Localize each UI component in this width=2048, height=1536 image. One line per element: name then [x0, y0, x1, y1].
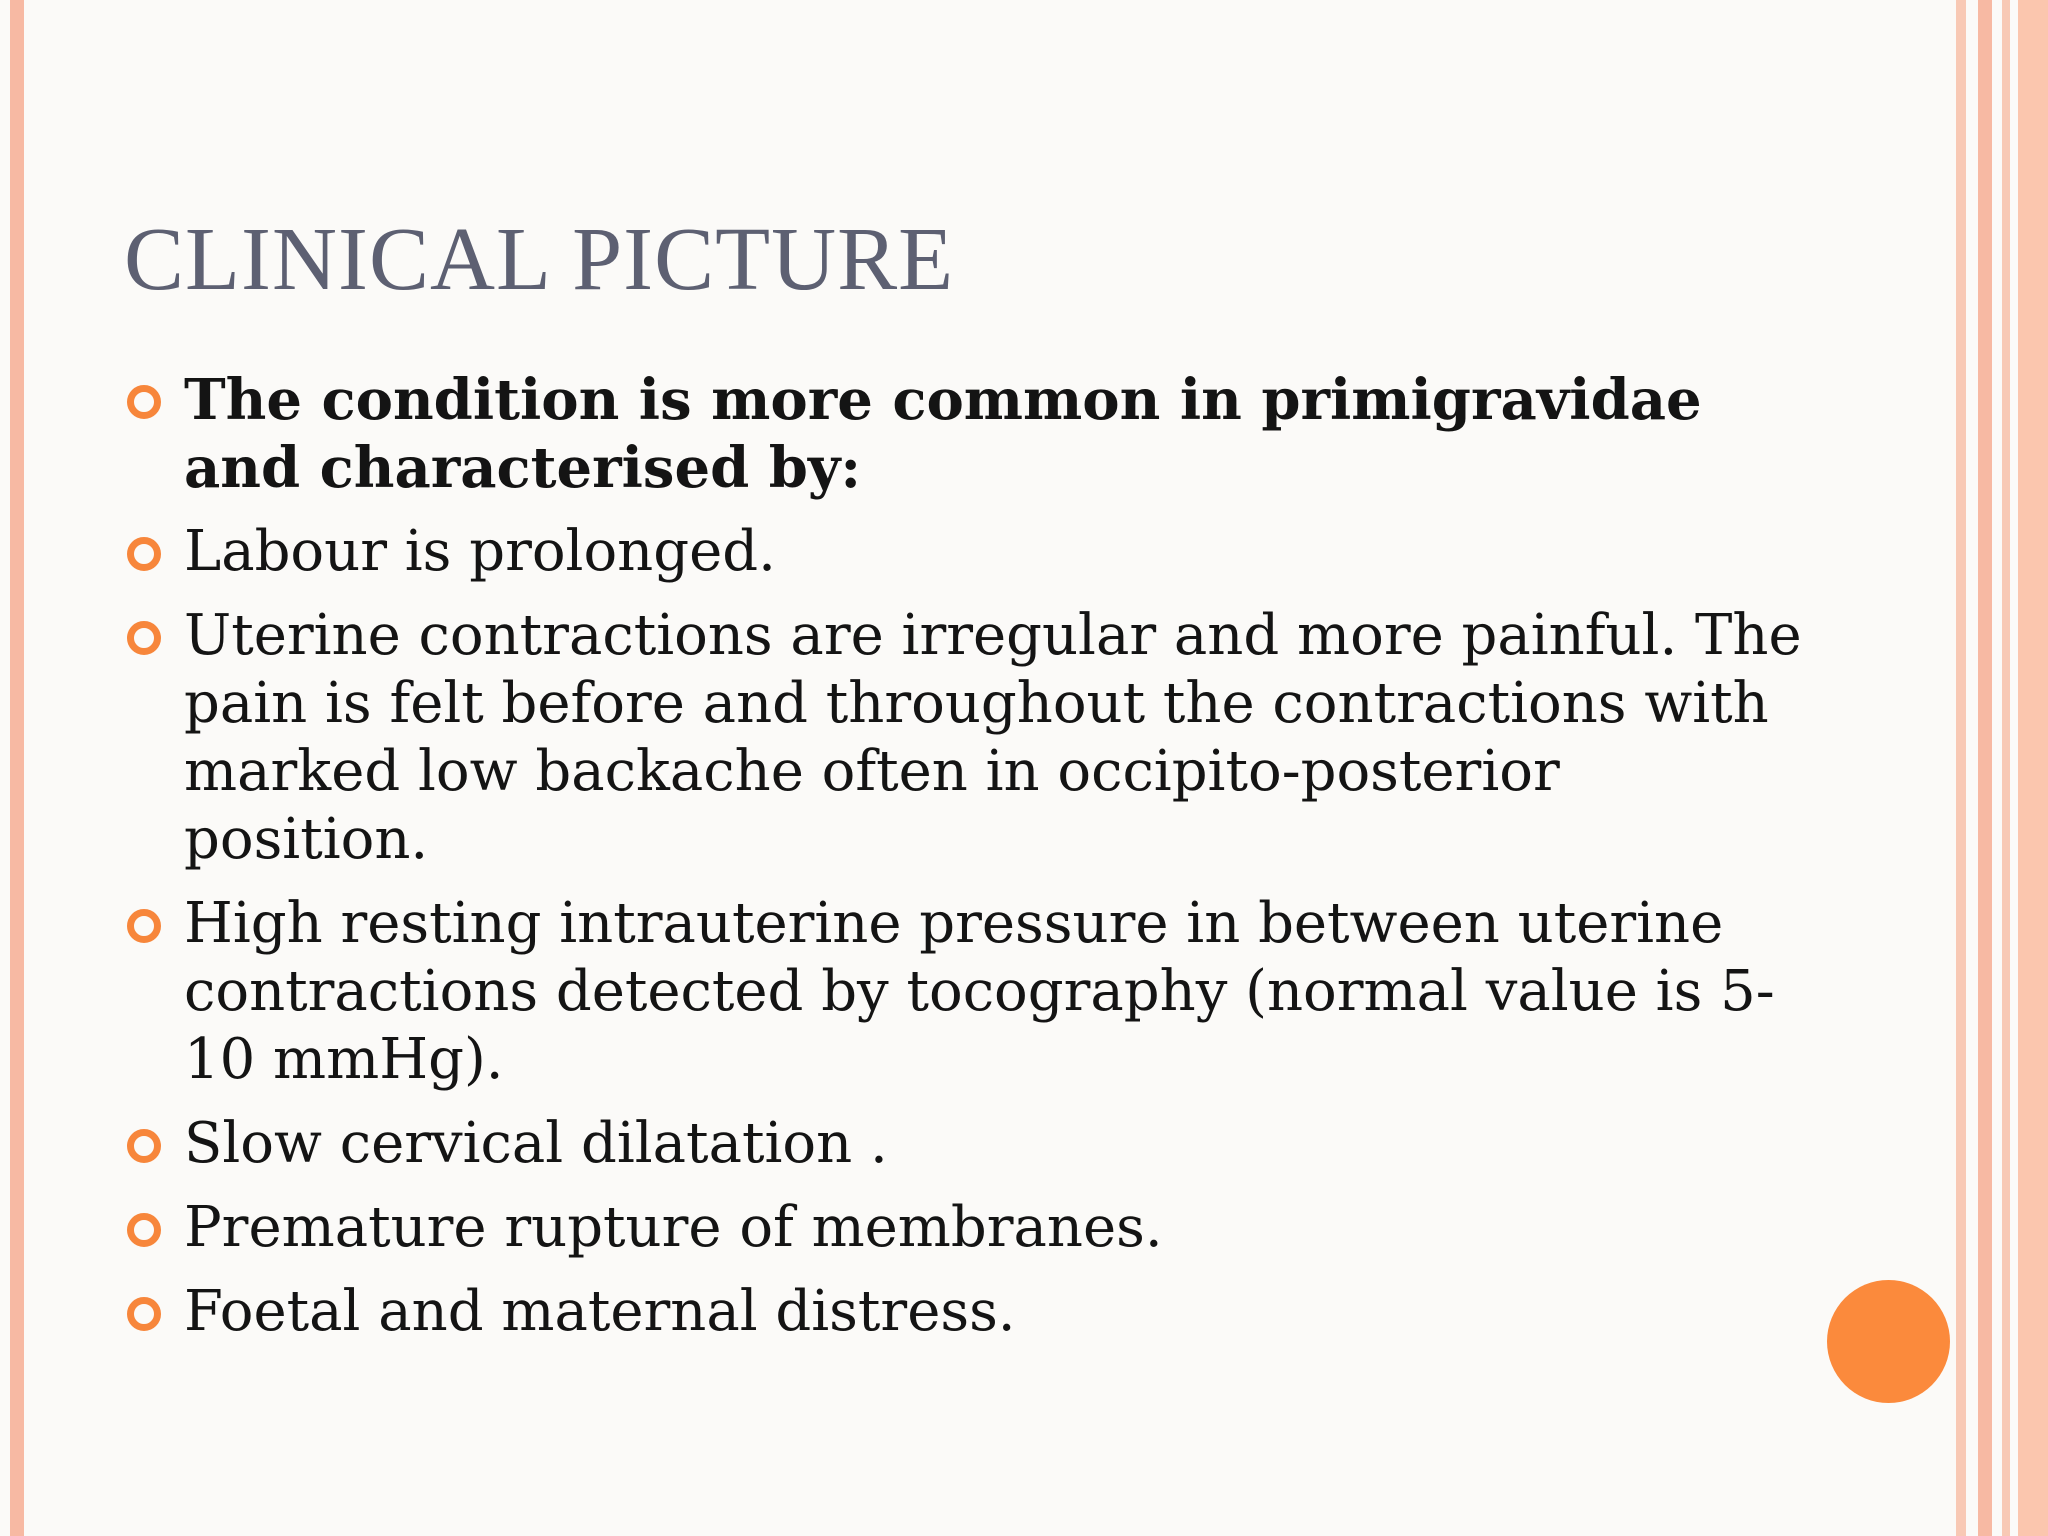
bullet-item-prolonged-labour: [0, 518, 1820, 586]
bullet-text: Labour is prolonged.: [184, 519, 776, 584]
right-border-stripe-2: [1978, 0, 1992, 1536]
bullet-item-contractions: [0, 602, 1820, 874]
slide-title: CLINICAL PICTURE: [124, 210, 955, 309]
right-border-stripe-3: [2002, 0, 2010, 1536]
bullet-text: High resting intrauterine pressure in between uterine contractions detected by tocography (normal value is 5-10 mmHg).: [184, 891, 1775, 1092]
orange-circle-icon: [1827, 1280, 1950, 1403]
hollow-circle-bullet-icon: [127, 385, 161, 419]
hollow-circle-bullet-icon: [127, 621, 161, 655]
bullet-text: Premature rupture of membranes.: [184, 1195, 1163, 1260]
right-border-stripe-4: [2018, 0, 2048, 1536]
bullet-text: The condition is more common in primigravidae and characterised by:: [184, 367, 1702, 501]
bullet-item-resting-pressure: [0, 890, 1820, 1094]
hollow-circle-bullet-icon: [127, 1213, 161, 1247]
hollow-circle-bullet-icon: [127, 1297, 161, 1331]
bullet-text: Foetal and maternal distress.: [184, 1279, 1016, 1344]
right-border-stripe-1: [1956, 0, 1966, 1536]
bullet-text: Slow cervical dilatation .: [184, 1111, 888, 1176]
bullet-item-cervical-dilatation: [0, 1110, 1820, 1178]
hollow-circle-bullet-icon: [127, 537, 161, 571]
bullet-item-distress: [0, 1278, 1820, 1346]
bullet-list: [0, 366, 1820, 1362]
hollow-circle-bullet-icon: [127, 909, 161, 943]
hollow-circle-bullet-icon: [127, 1129, 161, 1163]
bullet-item-membrane-rupture: [0, 1194, 1820, 1262]
bullet-item-intro: [0, 366, 1820, 502]
bullet-text: Uterine contractions are irregular and more painful. The pain is felt before and throughout the contractions with marked low backache often in occipito-posterior position.: [184, 603, 1802, 872]
